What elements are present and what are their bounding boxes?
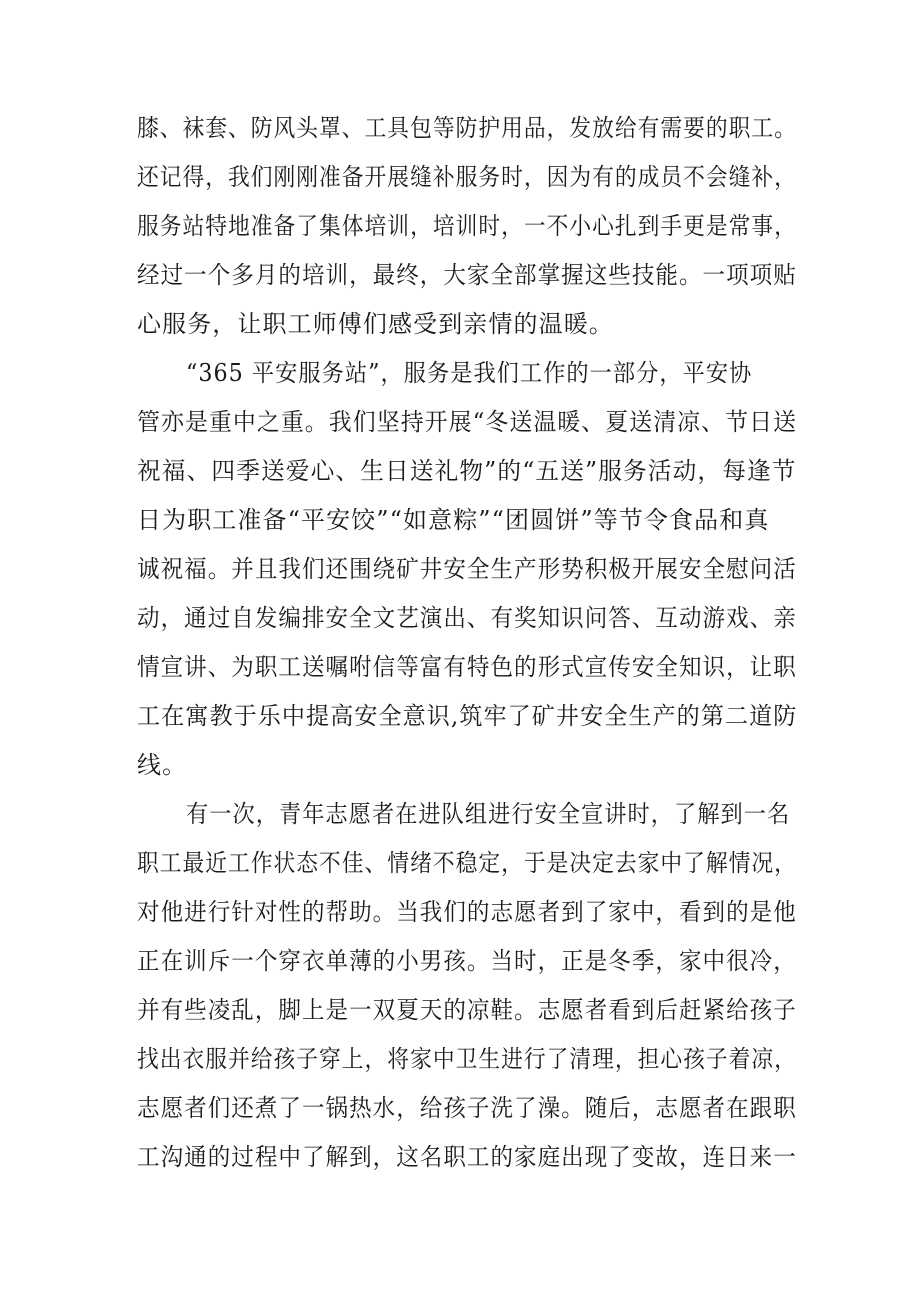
- text-line: 正在训斥一个穿衣单薄的小男孩。当时，正是冬季，家中很冷，: [137, 947, 797, 975]
- text-line: 并有些凌乱，脚上是一双夏天的凉鞋。志愿者看到后赶紧给孩子: [137, 996, 797, 1024]
- text-line: 膝、袜套、防风头罩、工具包等防护用品，发放给有需要的职工。: [137, 114, 797, 142]
- text-line: 对他进行针对性的帮助。当我们的志愿者到了家中，看到的是他: [137, 898, 797, 926]
- text-line: 祝福、四季送爱心、生日送礼物”的“五送”服务活动，每逢节: [137, 457, 797, 485]
- text-line: 日为职工准备“平安饺”“如意粽”“团圆饼”等节令食品和真: [137, 506, 770, 534]
- text-line: 找出衣服并给孩子穿上，将家中卫生进行了清理，担心孩子着凉，: [137, 1045, 797, 1073]
- text-line: 服务站特地准备了集体培训，培训时，一不小心扎到手更是常事，: [137, 212, 797, 240]
- text-line: 工沟通的过程中了解到，这名职工的家庭出现了变故，连日来一: [137, 1143, 797, 1171]
- text-line: “365 平安服务站”，服务是我们工作的一部分，平安协: [186, 359, 753, 387]
- text-line: 还记得，我们刚刚准备开展缝补服务时，因为有的成员不会缝补，: [137, 163, 797, 191]
- text-line: 心服务，让职工师傅们感受到亲情的温暖。: [137, 310, 614, 338]
- text-line: 线。: [137, 751, 188, 779]
- text-line: 职工最近工作状态不佳、情绪不稳定，于是决定去家中了解情况，: [137, 849, 797, 877]
- text-line: 管亦是重中之重。我们坚持开展“冬送温暖、夏送清凉、节日送: [137, 408, 798, 436]
- text-line: 有一次，青年志愿者在进队组进行安全宣讲时，了解到一名: [186, 800, 791, 828]
- text-line: 情宣讲、为职工送嘱咐信等富有特色的形式宣传安全知识，让职: [137, 653, 797, 681]
- text-line: 经过一个多月的培训，最终，大家全部掌握这些技能。一项项贴: [137, 261, 797, 289]
- text-line: 诚祝福。并且我们还围绕矿井安全生产形势积极开展安全慰问活: [137, 555, 797, 583]
- text-line: 工在寓教于乐中提高安全意识,筑牢了矿井安全生产的第二道防: [137, 702, 798, 730]
- text-line: 动，通过自发编排安全文艺演出、有奖知识问答、互动游戏、亲: [137, 604, 797, 632]
- text-line: 志愿者们还煮了一锅热水，给孩子洗了澡。随后，志愿者在跟职: [137, 1094, 797, 1122]
